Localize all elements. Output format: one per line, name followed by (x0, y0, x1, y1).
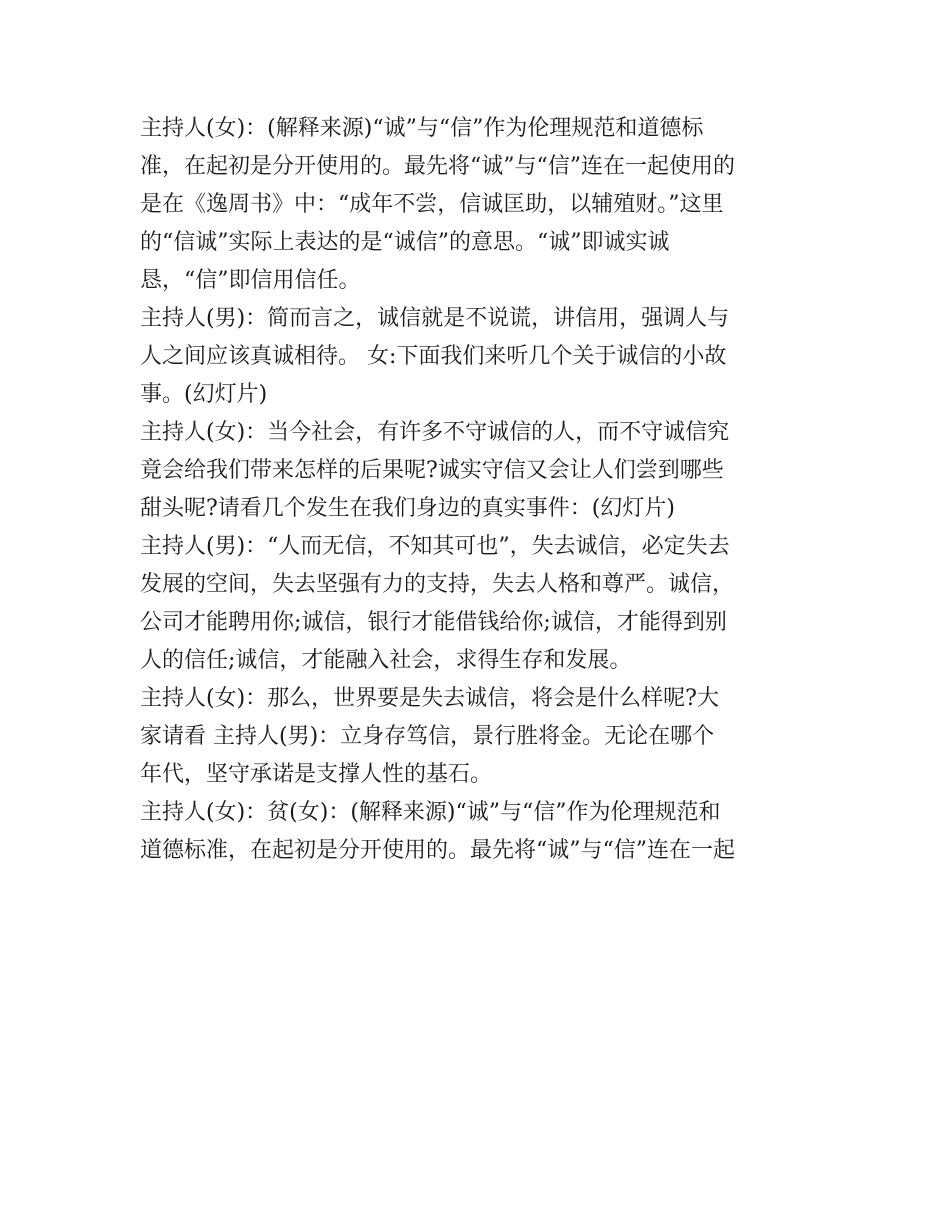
text-line: 人之间应该真诚相待。 女:下面我们来听几个关于诚信的小故 (140, 344, 727, 369)
text-line: 是在《逸周书》中：“成年不尝，信诚匡助，以辅殖财。”这里 (140, 192, 724, 217)
text-line: 主持人(女)：(解释来源)“诚”与“信”作为伦理规范和道德标 (140, 116, 704, 141)
text-line: 的“信诚”实际上表达的是“诚信”的意思。“诚”即诚实诚 (140, 230, 670, 255)
text-line: 家请看 主持人(男)：立身存笃信，景行胜将金。无论在哪个 (140, 724, 715, 749)
text-line: 主持人(男)：“人而无信，不知其可也”，失去诚信，必定失去 (140, 534, 730, 559)
text-line: 道德标准，在起初是分开使用的。最先将“诚”与“信”连在一起 (140, 838, 735, 863)
text-line: 事。(幻灯片) (140, 382, 268, 407)
text-line: 人的信任;诚信，才能融入社会，求得生存和发展。 (140, 648, 632, 673)
text-line: 发展的空间，失去坚强有力的支持，失去人格和尊严。诚信， (140, 572, 735, 597)
text-line: 甜头呢?请看几个发生在我们身边的真实事件：(幻灯片) (140, 496, 675, 521)
text-line: 年代，坚守承诺是支撑人性的基石。 (140, 762, 493, 787)
text-line: 准，在起初是分开使用的。最先将“诚”与“信”连在一起使用的 (140, 154, 735, 179)
document-body (140, 110, 820, 870)
text-line: 竟会给我们带来怎样的后果呢?诚实守信又会让人们尝到哪些 (140, 458, 724, 483)
text-line: 主持人(女)：贫(女)：(解释来源)“诚”与“信”作为伦理规范和 (140, 800, 721, 825)
text-line: 主持人(女)：那么，世界要是失去诚信，将会是什么样呢?大 (140, 686, 719, 711)
text-line: 主持人(男)：简而言之，诚信就是不说谎，讲信用，强调人与 (140, 306, 730, 331)
text-line: 恳，“信”即信用信任。 (140, 268, 361, 293)
text-line: 主持人(女)：当今社会，有许多不守诚信的人，而不守诚信究 (140, 420, 730, 445)
text-line: 公司才能聘用你;诚信，银行才能借钱给你;诚信，才能得到别 (140, 610, 727, 635)
